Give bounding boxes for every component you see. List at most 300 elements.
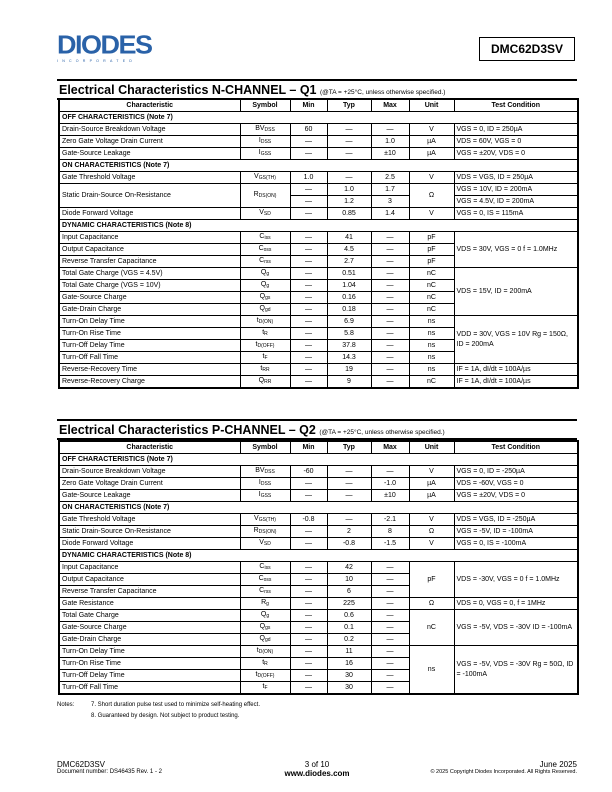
typ-cell: 6 <box>327 586 371 598</box>
symbol-subscript: g <box>266 613 270 619</box>
min-cell: — <box>290 280 327 292</box>
max-cell: 8 <box>371 526 409 538</box>
symbol-cell <box>240 328 290 340</box>
notes <box>57 700 260 722</box>
max-cell: 1.0 <box>371 136 409 148</box>
symbol-cell <box>240 634 290 646</box>
typ-cell: 41 <box>327 232 371 244</box>
characteristic-cell: Gate-Source Charge <box>59 622 240 634</box>
unit-cell: µA <box>409 478 454 490</box>
max-cell: — <box>371 466 409 478</box>
typ-cell: — <box>327 124 371 136</box>
max-cell: — <box>371 364 409 376</box>
symbol-main: Q <box>259 293 266 300</box>
symbol-subscript: F <box>264 685 268 691</box>
symbol-subscript: GS(TH) <box>258 517 276 523</box>
symbol-main: Q <box>260 611 267 618</box>
max-cell: — <box>371 232 409 244</box>
column-header: Symbol <box>240 99 290 112</box>
symbol-subscript: DS(ON) <box>258 529 277 535</box>
symbol-subscript: iss <box>264 565 271 571</box>
min-cell: — <box>290 184 327 196</box>
max-cell: — <box>371 658 409 670</box>
typ-cell: 0.16 <box>327 292 371 304</box>
symbol-main: I <box>258 491 261 498</box>
typ-cell: 30 <box>327 682 371 695</box>
symbol-cell <box>240 670 290 682</box>
table-row <box>59 148 578 160</box>
test-condition-cell: VDS = 0, VGS = 0, f = 1MHz <box>454 598 578 610</box>
characteristic-cell: Gate Resistance <box>59 598 240 610</box>
max-cell: 1.7 <box>371 184 409 196</box>
symbol-main: R <box>253 527 259 534</box>
min-cell: — <box>290 136 327 148</box>
test-condition-cell: VGS = -5V, VDS = -30V ID = -100mA <box>454 610 578 646</box>
symbol-main: I <box>258 479 261 486</box>
max-cell: — <box>371 646 409 658</box>
min-cell: — <box>290 352 327 364</box>
max-cell: — <box>371 598 409 610</box>
unit-cell: nC <box>409 610 454 646</box>
symbol-subscript: D(OFF) <box>257 343 275 349</box>
section-row <box>59 454 578 466</box>
min-cell: — <box>290 376 327 389</box>
note-7: 7. Short duration pulse test used to minimize self-heating effect. <box>91 702 260 708</box>
column-header: Symbol <box>240 441 290 454</box>
symbol-cell <box>240 586 290 598</box>
symbol-subscript: GS(TH) <box>258 175 276 181</box>
symbol-cell <box>240 304 290 316</box>
symbol-subscript: oss <box>263 577 272 583</box>
notes-label: Notes: <box>57 702 75 708</box>
section-heading: ON CHARACTERISTICS (Note 7) <box>59 502 578 514</box>
test-condition-cell: VGS = 0, ID = -250µA <box>454 466 578 478</box>
min-cell: — <box>290 526 327 538</box>
section-row <box>59 160 578 172</box>
unit-cell: ns <box>409 364 454 376</box>
min-cell: — <box>290 268 327 280</box>
max-cell: 2.5 <box>371 172 409 184</box>
symbol-subscript: gd <box>264 637 271 643</box>
symbol-main: C <box>258 575 264 582</box>
min-cell: — <box>290 478 327 490</box>
table-row <box>59 514 578 526</box>
symbol-cell <box>240 232 290 244</box>
max-cell: — <box>371 622 409 634</box>
unit-cell: Ω <box>409 526 454 538</box>
max-cell: — <box>371 586 409 598</box>
characteristic-cell: Diode Forward Voltage <box>59 208 240 220</box>
test-condition-cell: VGS = 4.5V, ID = 200mA <box>454 196 578 208</box>
max-cell: 3 <box>371 196 409 208</box>
table-row <box>59 208 578 220</box>
characteristic-cell: Total Gate Charge <box>59 610 240 622</box>
characteristic-cell: Total Gate Charge (VGS = 10V) <box>59 280 240 292</box>
footer-copyright: © 2025 Copyright Diodes Incorporated. All Rights Reserved. <box>430 769 577 775</box>
symbol-cell <box>240 148 290 160</box>
symbol-subscript: g <box>266 283 270 289</box>
min-cell: 60 <box>290 124 327 136</box>
test-condition-cell: VGS = -5V, ID = -100mA <box>454 526 578 538</box>
table-row <box>59 364 578 376</box>
typ-cell: 42 <box>327 562 371 574</box>
section-heading: DYNAMIC CHARACTERISTICS (Note 8) <box>59 220 578 232</box>
min-cell: — <box>290 622 327 634</box>
characteristic-cell: Zero Gate Voltage Drain Current <box>59 478 240 490</box>
unit-cell: ns <box>409 646 454 695</box>
characteristic-cell: Gate-Source Charge <box>59 292 240 304</box>
min-cell: — <box>290 646 327 658</box>
symbol-subscript: DSS <box>264 469 275 475</box>
symbol-main: t <box>262 329 265 336</box>
symbol-subscript: DSS <box>260 481 272 487</box>
characteristic-cell: Turn-Off Delay Time <box>59 340 240 352</box>
symbol-subscript: DS(ON) <box>258 193 277 199</box>
symbol-main: BV <box>255 125 265 132</box>
min-cell: 1.0 <box>290 172 327 184</box>
symbol-subscript: D(ON) <box>258 649 274 655</box>
typ-cell: 0.1 <box>327 622 371 634</box>
section-title-condition: (@TA = +25°C, unless otherwise specified.) <box>320 89 446 96</box>
table-row <box>59 478 578 490</box>
symbol-cell <box>240 562 290 574</box>
characteristic-cell: Turn-Off Fall Time <box>59 682 240 695</box>
typ-cell: 37.8 <box>327 340 371 352</box>
symbol-main: BV <box>255 467 265 474</box>
symbol-main: C <box>258 245 264 252</box>
symbol-main: t <box>256 647 259 654</box>
min-cell: — <box>290 562 327 574</box>
symbol-subscript: D(OFF) <box>257 673 275 679</box>
max-cell: — <box>371 610 409 622</box>
unit-cell: µA <box>409 490 454 502</box>
table-row <box>59 466 578 478</box>
column-header: Test Condition <box>454 441 578 454</box>
max-cell: — <box>371 292 409 304</box>
symbol-main: V <box>254 515 259 522</box>
characteristic-cell: Turn-Off Delay Time <box>59 670 240 682</box>
typ-cell: — <box>327 148 371 160</box>
typ-cell: 11 <box>327 646 371 658</box>
section-title-n-channel <box>57 79 577 100</box>
min-cell: — <box>290 316 327 328</box>
symbol-cell <box>240 244 290 256</box>
symbol-subscript: RR <box>262 367 270 373</box>
symbol-cell <box>240 610 290 622</box>
column-header: Test Condition <box>454 99 578 112</box>
typ-cell: 2 <box>327 526 371 538</box>
min-cell: — <box>290 670 327 682</box>
typ-cell: — <box>327 136 371 148</box>
column-header: Unit <box>409 441 454 454</box>
max-cell: ±10 <box>371 148 409 160</box>
page-number: 3 of 10 <box>304 760 330 769</box>
unit-cell: ns <box>409 328 454 340</box>
part-number-box: DMC62D3SV <box>479 37 575 61</box>
symbol-subscript: gd <box>264 307 271 313</box>
characteristic-cell: Reverse Transfer Capacitance <box>59 586 240 598</box>
characteristic-cell: Drain-Source Breakdown Voltage <box>59 466 240 478</box>
table-row <box>59 268 578 280</box>
max-cell: — <box>371 574 409 586</box>
test-condition-cell: VDS = 30V, VGS = 0 f = 1.0MHz <box>454 232 578 268</box>
table-row <box>59 562 578 574</box>
symbol-subscript: gs <box>265 295 271 301</box>
unit-cell: V <box>409 466 454 478</box>
table-row <box>59 526 578 538</box>
column-header: Characteristic <box>59 99 240 112</box>
unit-cell: V <box>409 124 454 136</box>
characteristic-cell: Reverse-Recovery Charge <box>59 376 240 389</box>
min-cell: — <box>290 208 327 220</box>
symbol-main: Q <box>260 269 267 276</box>
test-condition-cell: VGS = ±20V, VDS = 0 <box>454 148 578 160</box>
min-cell: — <box>290 364 327 376</box>
symbol-subscript: rss <box>264 589 271 595</box>
characteristic-cell: Gate-Source Leakage <box>59 490 240 502</box>
test-condition-cell: VGS = ±20V, VDS = 0 <box>454 490 578 502</box>
symbol-main: t <box>262 683 265 690</box>
footer-date: June 2025 <box>539 760 577 769</box>
table-row <box>59 316 578 328</box>
typ-cell: 0.18 <box>327 304 371 316</box>
column-header: Max <box>371 99 409 112</box>
max-cell: 1.4 <box>371 208 409 220</box>
typ-cell: 0.85 <box>327 208 371 220</box>
test-condition-cell: VGS = -5V, VDS = -30V Rg = 50Ω, ID = -100mA <box>454 646 578 695</box>
characteristic-cell: Turn-On Delay Time <box>59 316 240 328</box>
test-condition-cell: VGS = 0, IS = 115mA <box>454 208 578 220</box>
characteristic-cell: Turn-Off Fall Time <box>59 352 240 364</box>
symbol-subscript: gs <box>265 625 271 631</box>
max-cell: — <box>371 562 409 574</box>
test-condition-cell: VDS = 15V, ID = 200mA <box>454 268 578 316</box>
characteristic-cell: Drain-Source Breakdown Voltage <box>59 124 240 136</box>
max-cell: — <box>371 268 409 280</box>
column-header: Unit <box>409 99 454 112</box>
test-condition-cell: VDS = -60V, VGS = 0 <box>454 478 578 490</box>
min-cell: — <box>290 538 327 550</box>
characteristic-cell: Turn-On Rise Time <box>59 328 240 340</box>
unit-cell: ns <box>409 352 454 364</box>
test-condition-cell: VDS = -30V, VGS = 0 f = 1.0MHz <box>454 562 578 598</box>
symbol-main: I <box>258 149 261 156</box>
symbol-cell <box>240 682 290 695</box>
min-cell: — <box>290 328 327 340</box>
symbol-main: R <box>253 191 259 198</box>
symbol-main: C <box>259 257 265 264</box>
max-cell: — <box>371 670 409 682</box>
characteristic-cell: Gate-Drain Charge <box>59 634 240 646</box>
symbol-cell <box>240 184 290 208</box>
symbol-subscript: RR <box>264 379 272 385</box>
typ-cell: 1.0 <box>327 184 371 196</box>
typ-cell: 1.04 <box>327 280 371 292</box>
column-header: Characteristic <box>59 441 240 454</box>
table-row <box>59 172 578 184</box>
symbol-subscript: F <box>264 355 268 361</box>
characteristic-cell: Diode Forward Voltage <box>59 538 240 550</box>
unit-cell: Ω <box>409 598 454 610</box>
symbol-cell <box>240 268 290 280</box>
typ-cell: 0.51 <box>327 268 371 280</box>
symbol-subscript: SD <box>263 541 271 547</box>
table-row <box>59 232 578 244</box>
symbol-cell <box>240 466 290 478</box>
test-condition-cell: VGS = 10V, ID = 200mA <box>454 184 578 196</box>
unit-cell: ns <box>409 316 454 328</box>
test-condition-cell: VDS = VGS, ID = 250µA <box>454 172 578 184</box>
symbol-main: C <box>259 233 265 240</box>
table-row <box>59 598 578 610</box>
unit-cell: ns <box>409 340 454 352</box>
symbol-cell <box>240 352 290 364</box>
characteristic-cell: Static Drain-Source On-Resistance <box>59 526 240 538</box>
typ-cell: — <box>327 466 371 478</box>
max-cell: — <box>371 634 409 646</box>
typ-cell: 6.9 <box>327 316 371 328</box>
column-header: Min <box>290 99 327 112</box>
min-cell: — <box>290 304 327 316</box>
symbol-main: V <box>254 173 259 180</box>
characteristic-cell: Output Capacitance <box>59 574 240 586</box>
max-cell: — <box>371 352 409 364</box>
unit-cell: pF <box>409 256 454 268</box>
test-condition-cell: IF = 1A, dI/dt = 100A/µs <box>454 376 578 389</box>
unit-cell: pF <box>409 232 454 244</box>
footer-document-number: Document number: DS46435 Rev. 1 - 2 <box>57 769 162 775</box>
symbol-main: t <box>262 659 265 666</box>
max-cell: -2.1 <box>371 514 409 526</box>
characteristic-cell: Gate Threshold Voltage <box>59 514 240 526</box>
footer-part-number: DMC62D3SV <box>57 760 106 769</box>
max-cell: — <box>371 682 409 695</box>
symbol-cell <box>240 490 290 502</box>
typ-cell: 2.7 <box>327 256 371 268</box>
max-cell: — <box>371 304 409 316</box>
symbol-subscript: GSS <box>260 493 272 499</box>
symbol-main: Q <box>258 377 265 384</box>
characteristic-cell: Total Gate Charge (VGS = 4.5V) <box>59 268 240 280</box>
characteristic-cell: Turn-On Delay Time <box>59 646 240 658</box>
unit-cell: µA <box>409 148 454 160</box>
website-link[interactable]: www.diodes.com <box>284 769 350 778</box>
unit-cell: nC <box>409 292 454 304</box>
table-row <box>59 646 578 658</box>
unit-cell: nC <box>409 376 454 389</box>
test-condition-cell: VGS = 0, IS = -100mA <box>454 538 578 550</box>
unit-cell: V <box>409 514 454 526</box>
symbol-subscript: g <box>266 271 270 277</box>
symbol-subscript: R <box>264 661 268 667</box>
characteristic-cell: Gate Threshold Voltage <box>59 172 240 184</box>
typ-cell: 9 <box>327 376 371 389</box>
min-cell: — <box>290 574 327 586</box>
symbol-subscript: DSS <box>264 127 275 133</box>
typ-cell: 14.3 <box>327 352 371 364</box>
unit-cell: Ω <box>409 184 454 208</box>
symbol-cell <box>240 124 290 136</box>
test-condition-cell: VDS = 60V, VGS = 0 <box>454 136 578 148</box>
characteristic-cell: Gate-Drain Charge <box>59 304 240 316</box>
typ-cell: 16 <box>327 658 371 670</box>
symbol-main: C <box>259 563 265 570</box>
symbol-cell <box>240 598 290 610</box>
min-cell: — <box>290 196 327 208</box>
logo-text: DIODES <box>57 30 152 60</box>
test-condition-cell: VGS = 0, ID = 250µA <box>454 124 578 136</box>
min-cell: — <box>290 682 327 695</box>
section-title-condition: (@TA = +25°C, unless otherwise specified.) <box>319 429 445 436</box>
p-channel-characteristics-table <box>58 440 579 695</box>
symbol-cell <box>240 478 290 490</box>
min-cell: — <box>290 292 327 304</box>
max-cell: ±10 <box>371 490 409 502</box>
n-channel-characteristics-table <box>58 98 579 389</box>
symbol-cell <box>240 622 290 634</box>
typ-cell: 225 <box>327 598 371 610</box>
symbol-cell <box>240 574 290 586</box>
symbol-cell <box>240 208 290 220</box>
column-header: Typ <box>327 99 371 112</box>
unit-cell: pF <box>409 562 454 598</box>
symbol-cell <box>240 340 290 352</box>
symbol-cell <box>240 316 290 328</box>
symbol-cell <box>240 658 290 670</box>
table-row <box>59 136 578 148</box>
max-cell: -1.5 <box>371 538 409 550</box>
symbol-cell <box>240 280 290 292</box>
characteristic-cell: Turn-On Rise Time <box>59 658 240 670</box>
symbol-cell <box>240 646 290 658</box>
symbol-subscript: oss <box>263 247 272 253</box>
table-row <box>59 184 578 196</box>
symbol-main: Q <box>259 635 265 642</box>
unit-cell: nC <box>409 268 454 280</box>
min-cell: — <box>290 598 327 610</box>
characteristic-cell: Input Capacitance <box>59 562 240 574</box>
min-cell: — <box>290 658 327 670</box>
max-cell: — <box>371 244 409 256</box>
symbol-subscript: DSS <box>260 139 272 145</box>
typ-cell: — <box>327 172 371 184</box>
symbol-main: t <box>260 365 263 372</box>
characteristic-cell: Static Drain-Source On-Resistance <box>59 184 240 208</box>
typ-cell: 1.2 <box>327 196 371 208</box>
symbol-subscript: iss <box>264 235 271 241</box>
section-heading: OFF CHARACTERISTICS (Note 7) <box>59 112 578 124</box>
symbol-main: R <box>261 599 267 606</box>
test-condition-cell: IF = 1A, dI/dt = 100A/µs <box>454 364 578 376</box>
symbol-subscript: g <box>266 601 269 607</box>
symbol-main: t <box>256 317 259 324</box>
min-cell: — <box>290 586 327 598</box>
section-heading: DYNAMIC CHARACTERISTICS (Note 8) <box>59 550 578 562</box>
characteristic-cell: Output Capacitance <box>59 244 240 256</box>
unit-cell: V <box>409 538 454 550</box>
typ-cell: -0.8 <box>327 538 371 550</box>
symbol-cell <box>240 256 290 268</box>
section-row <box>59 112 578 124</box>
unit-cell: V <box>409 208 454 220</box>
table-header-row <box>59 441 578 454</box>
symbol-main: V <box>259 539 264 546</box>
symbol-cell <box>240 136 290 148</box>
symbol-cell <box>240 376 290 389</box>
max-cell: — <box>371 328 409 340</box>
symbol-main: I <box>258 137 261 144</box>
table-row <box>59 376 578 389</box>
